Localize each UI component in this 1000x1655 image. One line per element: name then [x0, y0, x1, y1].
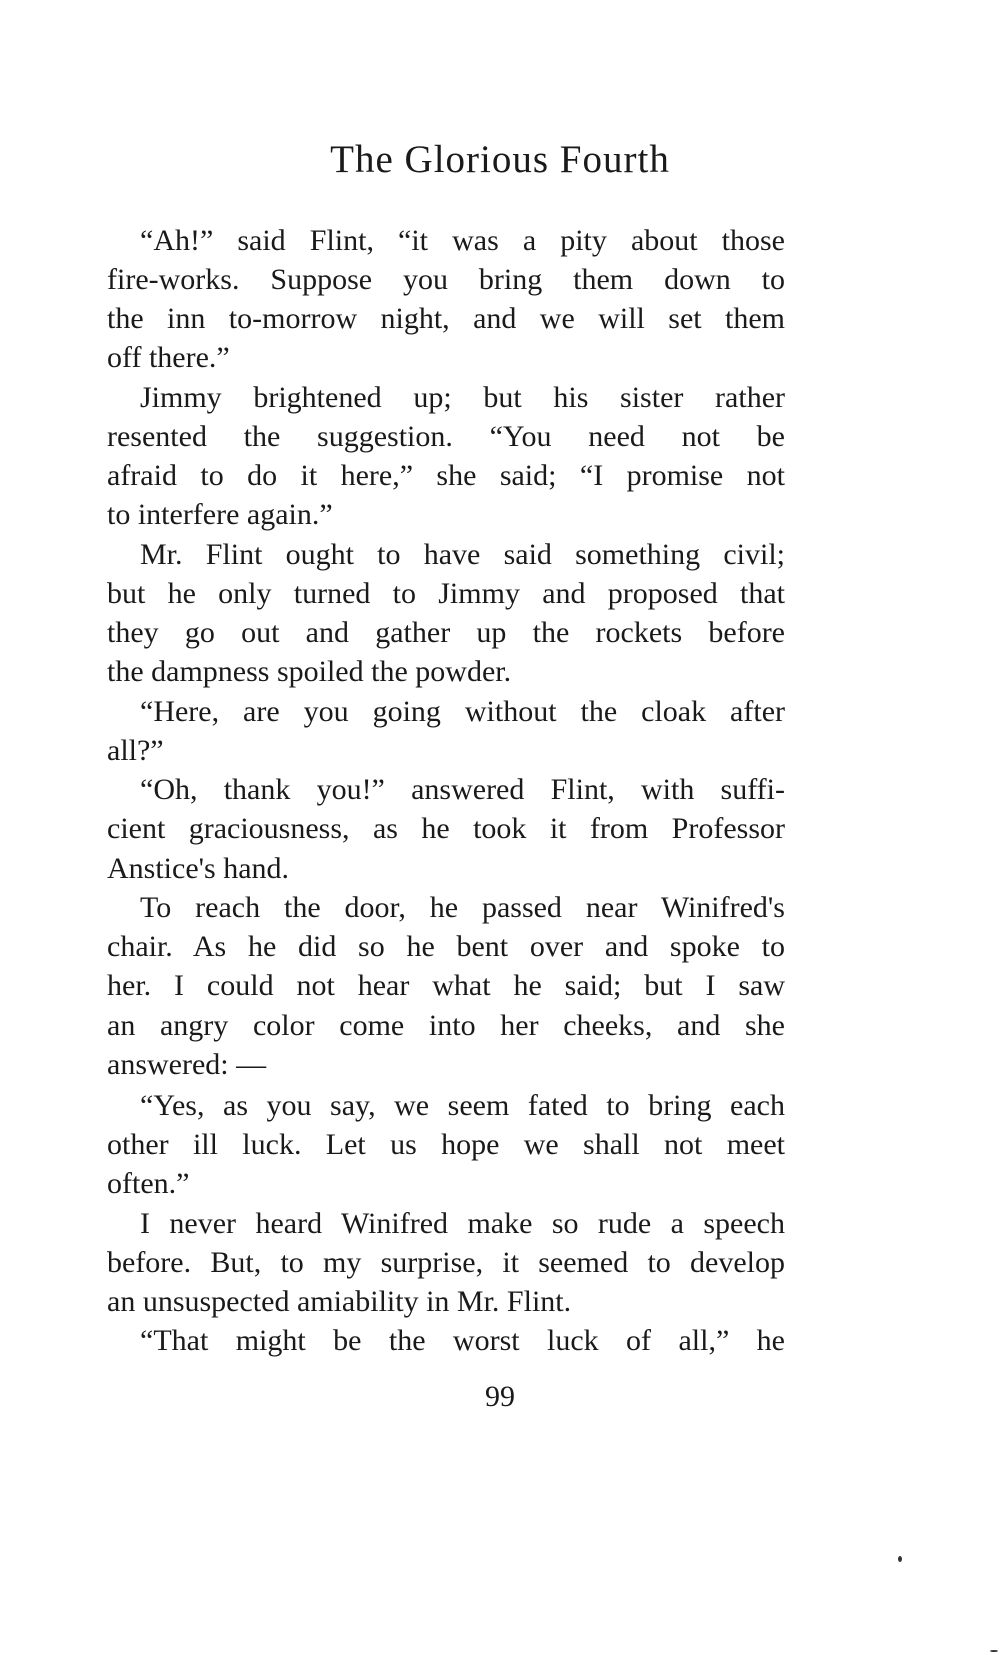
text-line: to interfere again.”	[107, 498, 333, 531]
text-line: “That might be the worst luck of all,” he	[140, 1324, 785, 1357]
text-line: before. But, to my surprise, it seemed to develop	[107, 1246, 785, 1279]
text-line: Mr. Flint ought to have said something civil;	[140, 538, 785, 571]
text-line: the inn to-morrow night, and we will set them	[107, 302, 785, 335]
text-line: cient graciousness, as he took it from Professor	[107, 812, 785, 845]
text-line: they go out and gather up the rockets before	[107, 616, 785, 649]
text-line: fire-works. Suppose you bring them down to	[107, 263, 785, 296]
text-line: her. I could not hear what he said; but I saw	[107, 969, 785, 1002]
text-line: but he only turned to Jimmy and proposed that	[107, 577, 785, 610]
text-line: “Here, are you going without the cloak after	[140, 695, 785, 728]
text-line: Jimmy brightened up; but his sister rather	[140, 381, 785, 414]
text-line: answered: —	[107, 1048, 267, 1081]
text-line: often.”	[107, 1167, 190, 1200]
text-line: chair. As he did so he bent over and spoke to	[107, 930, 785, 963]
text-line: “Yes, as you say, we seem fated to bring each	[140, 1089, 785, 1122]
text-line: the dampness spoiled the powder.	[107, 655, 512, 688]
text-line: “Oh, thank you!” answered Flint, with suffi-	[140, 773, 785, 806]
page-number: 99	[485, 1380, 515, 1413]
text-line: an unsuspected amiability in Mr. Flint.	[107, 1285, 572, 1318]
page-title: The Glorious Fourth	[330, 138, 670, 181]
text-line: off there.”	[107, 341, 230, 374]
text-line: Anstice's hand.	[107, 852, 290, 885]
text-line: afraid to do it here,” she said; “I promise not	[107, 459, 785, 492]
text-line: I never heard Winifred make so rude a speech	[140, 1207, 785, 1240]
scan-speck	[990, 1650, 998, 1652]
text-line: all?”	[107, 734, 164, 767]
text-line: resented the suggestion. “You need not be	[107, 420, 785, 453]
text-line: To reach the door, he passed near Winifred's	[140, 891, 785, 924]
scan-speck	[898, 1556, 902, 1562]
text-line: “Ah!” said Flint, “it was a pity about those	[140, 224, 785, 257]
text-line: an angry color come into her cheeks, and she	[107, 1009, 785, 1042]
text-line: other ill luck. Let us hope we shall not meet	[107, 1128, 785, 1161]
